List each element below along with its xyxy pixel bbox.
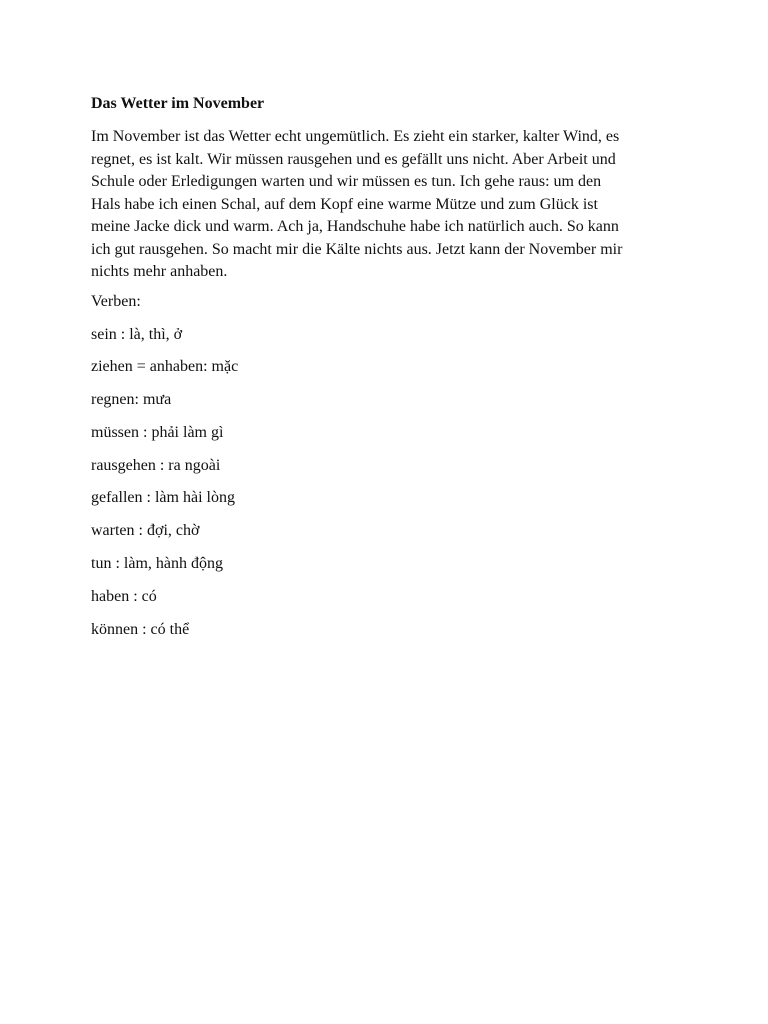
paragraph-line: regnet, es ist kalt. Wir müssen rausgehen und es gefällt uns nicht. Aber Arbeit und bbox=[91, 150, 616, 168]
vocab-item: tun : làm, hành động bbox=[91, 555, 223, 573]
document-content bbox=[91, 94, 691, 651]
vocab-item: müssen : phải làm gì bbox=[91, 423, 224, 441]
vocab-heading: Verben: bbox=[91, 292, 141, 310]
vocab-item: regnen: mưa bbox=[91, 391, 172, 409]
body-paragraph bbox=[91, 126, 691, 284]
vocab-item: sein : là, thì, ở bbox=[91, 325, 183, 343]
vocab-item: rausgehen : ra ngoài bbox=[91, 456, 221, 474]
vocab-item: warten : đợi, chờ bbox=[91, 522, 200, 540]
vocab-item: ziehen = anhaben: mặc bbox=[91, 358, 239, 376]
vocab-list bbox=[91, 324, 691, 641]
paragraph-line: nichts mehr anhaben. bbox=[91, 263, 228, 280]
vocab-item: haben : có bbox=[91, 587, 157, 605]
document-title: Das Wetter im November bbox=[91, 95, 265, 112]
paragraph-line: Schule oder Erledigungen warten und wir müssen es tun. Ich gehe raus: um den bbox=[91, 173, 602, 190]
vocab-item: gefallen : làm hài lòng bbox=[91, 489, 235, 507]
vocab-item: können : có thể bbox=[91, 620, 190, 638]
paragraph-line: meine Jacke dick und warm. Ach ja, Handschuhe habe ich natürlich auch. So kann bbox=[91, 218, 619, 235]
paragraph-line: ich gut rausgehen. So macht mir die Kälte nichts aus. Jetzt kann der November mir bbox=[91, 240, 623, 258]
paragraph-line: Hals habe ich einen Schal, auf dem Kopf eine warme Mütze und zum Glück ist bbox=[91, 195, 598, 213]
paragraph-line: Im November ist das Wetter echt ungemütlich. Es zieht ein starker, kalter Wind, es bbox=[91, 128, 620, 145]
